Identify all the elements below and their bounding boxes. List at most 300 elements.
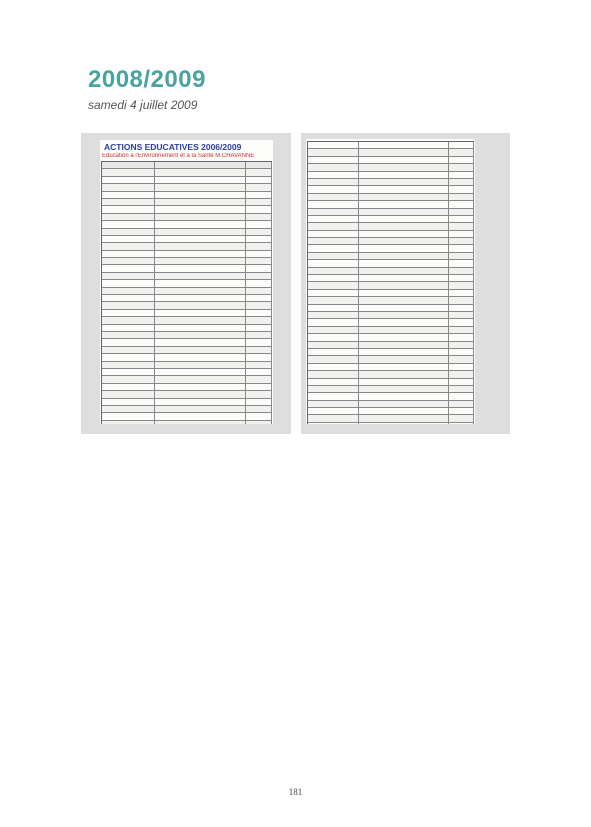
scan-table-cell [449, 231, 474, 237]
scan-table-cell [308, 260, 359, 266]
scan-table-cell [449, 194, 474, 200]
scan-table-cell [449, 393, 474, 399]
scan-table-cell [246, 236, 272, 242]
scan-table-cell [246, 295, 272, 301]
scan-table-row [308, 415, 474, 422]
scan-table-cell [102, 295, 155, 301]
scan-table-row [102, 184, 272, 191]
scanned-page-left [100, 140, 273, 424]
scan-table-row [102, 273, 272, 280]
scan-table-row [102, 362, 272, 369]
scan-table-cell [308, 216, 359, 222]
scan-table-cell [102, 273, 155, 279]
scan-table-cell [359, 290, 449, 296]
scan-table-cell [102, 369, 155, 375]
scan-table-cell [359, 186, 449, 192]
scan-table-row [102, 310, 272, 317]
scan-table-cell [449, 268, 474, 274]
scan-table-cell [359, 253, 449, 259]
scan-table-row [308, 312, 474, 319]
scan-table-cell [155, 251, 247, 257]
scanned-image-left [81, 133, 291, 434]
scan-table-cell [449, 364, 474, 370]
scan-table-cell [246, 214, 272, 220]
scan-table-cell [449, 209, 474, 215]
scan-table-cell [102, 192, 155, 198]
scan-table-row [102, 295, 272, 302]
scan-table-cell [359, 149, 449, 155]
scan-table-cell [308, 408, 359, 414]
scan-table-cell [308, 401, 359, 407]
scan-table-cell [449, 342, 474, 348]
scan-table-cell [359, 319, 449, 325]
scan-table-row [308, 386, 474, 393]
scan-table-cell [308, 282, 359, 288]
scan-table-row [102, 258, 272, 265]
scan-table-cell [102, 391, 155, 397]
scan-table-cell [449, 275, 474, 281]
scan-table-cell [359, 194, 449, 200]
scan-table-cell [449, 179, 474, 185]
scan-table-cell [449, 223, 474, 229]
scan-table-row [102, 221, 272, 228]
scan-table-row [102, 206, 272, 213]
scan-table-cell [308, 268, 359, 274]
scan-table-cell [246, 413, 272, 419]
scan-table-cell [155, 177, 247, 183]
scan-table-row [102, 347, 272, 354]
scan-table-cell [102, 214, 155, 220]
scan-table-cell [449, 245, 474, 251]
scan-table-row [308, 371, 474, 378]
scan-table-cell [246, 310, 272, 316]
scan-table-cell [102, 376, 155, 382]
scan-subheading: Education à l'Environnement et à la Santé M.CHAVANNE [102, 153, 255, 159]
scan-table-cell [449, 305, 474, 311]
scan-table-cell [359, 172, 449, 178]
scan-table-cell [102, 413, 155, 419]
scan-table-cell [102, 229, 155, 235]
scan-table-cell [308, 209, 359, 215]
scan-table-cell [155, 406, 247, 412]
scan-table-cell [449, 142, 474, 148]
scan-table-cell [102, 310, 155, 316]
scan-table-cell [102, 169, 155, 175]
scan-table-right [307, 141, 474, 424]
scan-table-cell [359, 342, 449, 348]
scan-table-cell [155, 317, 247, 323]
scan-table-cell [308, 253, 359, 259]
scan-table-cell [308, 231, 359, 237]
scan-table-row [102, 332, 272, 339]
scan-table-row [102, 384, 272, 391]
scan-table-cell [246, 369, 272, 375]
scan-table-cell [359, 164, 449, 170]
scan-table-cell [155, 221, 247, 227]
scan-table-cell [449, 149, 474, 155]
page-number: 181 [288, 787, 303, 797]
scan-table-cell [246, 162, 272, 168]
scan-table-row [308, 349, 474, 356]
scan-table-row [102, 236, 272, 243]
scan-table-cell [359, 371, 449, 377]
scan-table-cell [246, 221, 272, 227]
scan-table-row [308, 282, 474, 289]
scan-table-row [308, 423, 474, 424]
scan-table-cell [246, 192, 272, 198]
scan-table-cell [102, 421, 155, 424]
scan-table-cell [102, 362, 155, 368]
scan-table-cell [308, 179, 359, 185]
scan-table-cell [449, 401, 474, 407]
scan-table-cell [359, 415, 449, 421]
scan-table-cell [155, 192, 247, 198]
scan-table-cell [449, 371, 474, 377]
page-title: 2008/2009 [88, 66, 206, 93]
scan-table-cell [246, 243, 272, 249]
scan-table-cell [246, 421, 272, 424]
scan-table-cell [359, 349, 449, 355]
scan-table-row [308, 253, 474, 260]
scan-table-cell [155, 362, 247, 368]
scan-table-cell [155, 384, 247, 390]
scan-table-cell [449, 172, 474, 178]
scan-table-cell [102, 325, 155, 331]
scan-table-row [102, 229, 272, 236]
scan-table-cell [155, 295, 247, 301]
scan-table-cell [246, 258, 272, 264]
scan-table-row [102, 243, 272, 250]
scan-table-cell [308, 275, 359, 281]
scan-table-cell [155, 391, 247, 397]
scan-table-cell [155, 339, 247, 345]
scan-table-row [102, 406, 272, 413]
scan-table-cell [359, 379, 449, 385]
scan-table-cell [155, 421, 247, 424]
scan-table-cell [102, 354, 155, 360]
scan-table-cell [246, 339, 272, 345]
scan-table-cell [155, 206, 247, 212]
scan-table-row [308, 297, 474, 304]
scan-table-cell [308, 393, 359, 399]
scan-table-cell [449, 386, 474, 392]
scan-table-cell [449, 201, 474, 207]
scan-table-row [102, 265, 272, 272]
scan-table-row [308, 216, 474, 223]
scan-table-cell [102, 206, 155, 212]
scan-table-cell [102, 339, 155, 345]
scan-table-cell [308, 342, 359, 348]
scan-table-cell [246, 288, 272, 294]
scan-table-cell [449, 253, 474, 259]
scan-table-cell [102, 347, 155, 353]
scan-table-cell [449, 327, 474, 333]
scan-table-cell [102, 199, 155, 205]
scan-table-cell [246, 273, 272, 279]
scan-table-cell [359, 327, 449, 333]
scan-table-cell [449, 334, 474, 340]
scan-table-cell [308, 238, 359, 244]
scan-table-cell [246, 347, 272, 353]
scan-table-row [308, 364, 474, 371]
scan-table-cell [102, 251, 155, 257]
scan-table-row [308, 327, 474, 334]
scan-table-cell [102, 317, 155, 323]
scan-table-cell [246, 354, 272, 360]
scan-table-cell [359, 231, 449, 237]
scan-table-cell [359, 312, 449, 318]
scan-table-cell [449, 415, 474, 421]
scan-table-cell [449, 423, 474, 424]
scan-heading: ACTIONS EDUCATIVES 2006/2009 [104, 142, 242, 152]
scan-table-row [308, 342, 474, 349]
scan-table-row [102, 177, 272, 184]
scan-table-cell [155, 236, 247, 242]
scan-table-row [102, 339, 272, 346]
scan-table-cell [102, 162, 155, 168]
scan-table-left [101, 161, 272, 424]
scan-table-row [102, 376, 272, 383]
scan-table-row [102, 302, 272, 309]
scan-table-cell [308, 164, 359, 170]
scan-table-cell [308, 201, 359, 207]
scan-table-cell [308, 149, 359, 155]
scan-table-cell [359, 142, 449, 148]
scan-table-cell [246, 177, 272, 183]
scan-table-cell [308, 172, 359, 178]
scan-table-cell [246, 384, 272, 390]
scan-table-cell [102, 221, 155, 227]
scan-table-row [308, 142, 474, 149]
scan-table-row [102, 288, 272, 295]
scan-table-row [308, 393, 474, 400]
scan-table-cell [102, 399, 155, 405]
scan-table-cell [102, 258, 155, 264]
scan-table-row [308, 223, 474, 230]
scan-table-cell [246, 229, 272, 235]
scan-table-row [102, 169, 272, 176]
scan-table-row [308, 231, 474, 238]
scan-table-cell [155, 199, 247, 205]
scan-table-cell [308, 379, 359, 385]
scan-table-cell [359, 334, 449, 340]
scan-table-cell [155, 162, 247, 168]
scan-table-cell [246, 302, 272, 308]
scan-table-cell [359, 223, 449, 229]
scan-table-cell [449, 290, 474, 296]
scan-table-cell [359, 216, 449, 222]
scan-table-cell [449, 408, 474, 414]
scan-table-row [102, 192, 272, 199]
scan-table-cell [449, 356, 474, 362]
scan-table-cell [359, 386, 449, 392]
scan-table-row [308, 179, 474, 186]
scan-table-cell [308, 312, 359, 318]
scan-table-cell [308, 186, 359, 192]
scan-table-row [308, 319, 474, 326]
scan-table-cell [449, 282, 474, 288]
scan-table-cell [246, 251, 272, 257]
scan-table-cell [155, 169, 247, 175]
scan-table-cell [246, 362, 272, 368]
scan-table-cell [102, 177, 155, 183]
scan-table-row [102, 325, 272, 332]
scan-table-cell [308, 319, 359, 325]
scan-table-cell [246, 169, 272, 175]
scan-table-row [308, 209, 474, 216]
scan-table-row [102, 317, 272, 324]
scan-table-cell [155, 354, 247, 360]
scan-table-cell [102, 236, 155, 242]
scan-table-row [308, 401, 474, 408]
scan-table-cell [246, 325, 272, 331]
scan-table-cell [102, 265, 155, 271]
scan-table-cell [308, 297, 359, 303]
scan-table-cell [359, 297, 449, 303]
scan-table-cell [308, 290, 359, 296]
scan-table-row [308, 408, 474, 415]
scan-table-row [308, 157, 474, 164]
scan-table-cell [308, 157, 359, 163]
scan-table-cell [449, 164, 474, 170]
scan-table-cell [449, 312, 474, 318]
scan-table-cell [449, 186, 474, 192]
scan-table-row [308, 201, 474, 208]
scan-table-row [308, 305, 474, 312]
scan-table-cell [359, 282, 449, 288]
scan-table-row [308, 245, 474, 252]
scan-table-cell [155, 332, 247, 338]
scan-table-cell [246, 265, 272, 271]
scan-table-row [102, 391, 272, 398]
scan-table-cell [155, 273, 247, 279]
scan-table-row [308, 260, 474, 267]
scan-table-row [102, 369, 272, 376]
scan-table-cell [246, 399, 272, 405]
scan-table-row [308, 238, 474, 245]
scan-table-cell [308, 223, 359, 229]
scan-table-row [308, 194, 474, 201]
scan-table-cell [308, 364, 359, 370]
scan-table-cell [155, 280, 247, 286]
scan-table-cell [155, 229, 247, 235]
scan-table-cell [308, 334, 359, 340]
scan-table-cell [359, 245, 449, 251]
scan-table-row [102, 421, 272, 424]
scan-table-cell [155, 214, 247, 220]
scan-table-row [308, 290, 474, 297]
scan-table-cell [449, 349, 474, 355]
scan-table-row [308, 379, 474, 386]
scan-table-cell [155, 325, 247, 331]
scan-table-cell [449, 297, 474, 303]
scan-table-row [308, 268, 474, 275]
scan-table-cell [308, 142, 359, 148]
scan-table-cell [155, 184, 247, 190]
scan-table-cell [308, 305, 359, 311]
scan-table-row [102, 162, 272, 169]
scan-table-cell [246, 376, 272, 382]
scan-table-cell [449, 216, 474, 222]
scan-table-cell [246, 332, 272, 338]
scan-table-row [102, 199, 272, 206]
page-date: samedi 4 juillet 2009 [88, 98, 198, 112]
scan-table-row [308, 356, 474, 363]
scan-table-cell [155, 302, 247, 308]
scan-table-cell [359, 305, 449, 311]
scan-table-cell [102, 302, 155, 308]
scan-table-cell [449, 260, 474, 266]
scan-table-cell [359, 408, 449, 414]
scan-table-cell [359, 423, 449, 424]
scan-table-cell [359, 401, 449, 407]
scan-table-cell [449, 319, 474, 325]
scan-table-cell [308, 349, 359, 355]
scan-table-cell [102, 332, 155, 338]
scan-table-cell [308, 245, 359, 251]
scan-table-cell [308, 356, 359, 362]
scan-table-row [308, 149, 474, 156]
scan-table-cell [359, 179, 449, 185]
scan-table-cell [359, 157, 449, 163]
scan-table-cell [246, 317, 272, 323]
scan-table-cell [155, 265, 247, 271]
scan-table-cell [449, 379, 474, 385]
scan-table-cell [102, 406, 155, 412]
scan-table-row [308, 275, 474, 282]
scan-table-cell [359, 209, 449, 215]
scanned-image-right [301, 133, 510, 434]
scan-table-cell [359, 356, 449, 362]
scan-table-row [102, 399, 272, 406]
scan-table-cell [102, 184, 155, 190]
scan-table-row [102, 354, 272, 361]
scan-table-cell [308, 386, 359, 392]
scan-table-cell [102, 243, 155, 249]
scan-table-cell [155, 288, 247, 294]
scan-table-cell [359, 260, 449, 266]
scan-table-cell [308, 415, 359, 421]
scan-table-row [102, 413, 272, 420]
scan-table-cell [246, 391, 272, 397]
scan-table-cell [359, 393, 449, 399]
scan-table-cell [155, 258, 247, 264]
scan-table-cell [359, 275, 449, 281]
scan-table-cell [308, 194, 359, 200]
scan-table-cell [449, 238, 474, 244]
scan-table-cell [246, 406, 272, 412]
scan-table-cell [246, 206, 272, 212]
scan-table-cell [359, 201, 449, 207]
scan-table-cell [155, 376, 247, 382]
scan-table-row [308, 334, 474, 341]
scan-table-cell [155, 310, 247, 316]
scan-table-cell [246, 199, 272, 205]
scan-table-cell [155, 369, 247, 375]
scan-table-cell [308, 371, 359, 377]
scan-table-row [308, 172, 474, 179]
scan-table-cell [155, 399, 247, 405]
scan-table-cell [449, 157, 474, 163]
scan-table-cell [359, 364, 449, 370]
scan-table-row [308, 164, 474, 171]
scan-table-cell [155, 243, 247, 249]
scan-table-row [102, 280, 272, 287]
scan-table-cell [102, 288, 155, 294]
scan-table-row [102, 214, 272, 221]
scan-table-cell [308, 327, 359, 333]
scan-table-cell [359, 268, 449, 274]
